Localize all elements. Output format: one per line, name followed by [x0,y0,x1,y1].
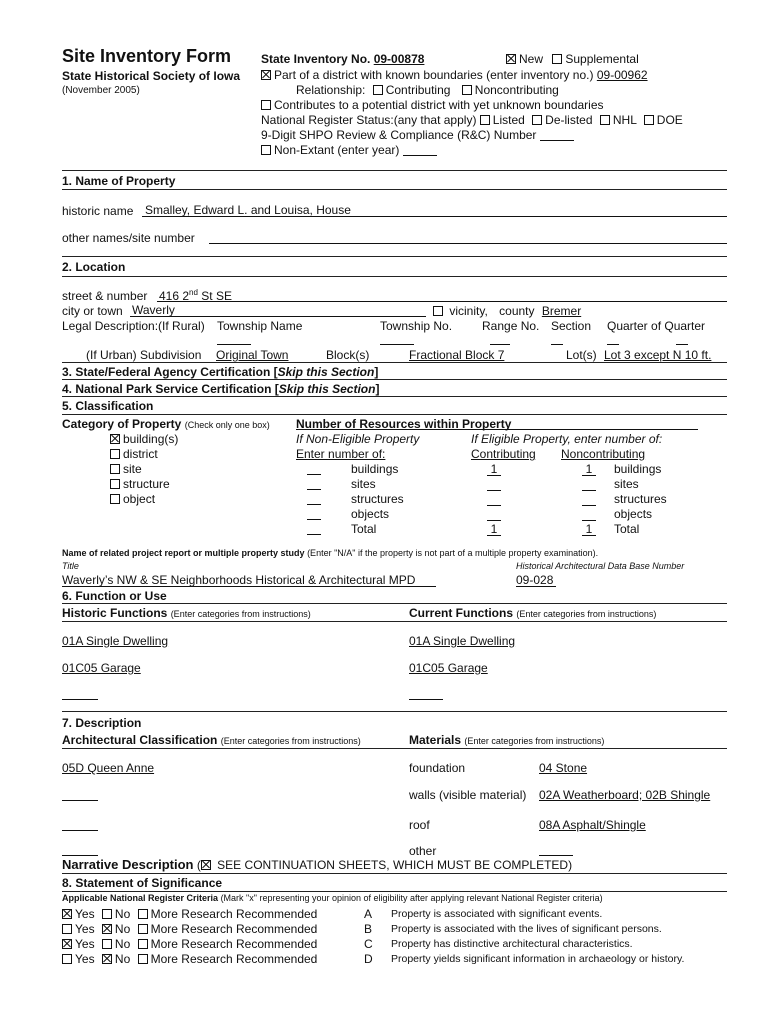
narrative-row [62,857,572,872]
section-6-heading: 6. Function or Use [62,589,167,603]
roof-label: roof [409,818,430,832]
category-option[interactable] [110,432,178,446]
yes-label: Yes [75,937,95,951]
shpo-field[interactable] [540,129,574,141]
nhl-checkbox[interactable] [600,115,610,125]
delisted-label: De-listed [545,113,593,127]
listed-label: Listed [492,113,525,127]
historic-functions-note: (Enter categories from instructions) [170,609,311,619]
non-eligible-count-field[interactable] [307,534,321,535]
arch-classification-header [62,733,361,747]
relationship-label: Relationship: [296,83,366,97]
building-checkbox[interactable] [110,434,120,444]
township-no-field[interactable] [380,344,414,345]
category-option[interactable] [110,477,170,491]
section-8-heading: 8. Statement of Significance [62,876,223,890]
related-study-line [62,586,436,587]
historic-name-line [142,216,727,217]
supplemental-checkbox[interactable] [552,54,562,64]
contributing-col-label: Contributing [471,447,536,461]
noncontributing-count[interactable]: 1 [582,462,596,476]
street-label: street & number [62,289,148,303]
township-no-label: Township No. [380,319,453,333]
category-note: (Check only one box) [184,420,270,430]
more-research-checkbox[interactable] [138,909,148,919]
arch-classification-field[interactable] [62,855,98,856]
street-line [157,301,727,302]
county-value[interactable]: Bremer [541,304,582,318]
divider [62,873,727,874]
nr-status-label: National Register Status:(any that apply) [261,113,477,127]
more-research-label: More Research Recommended [150,922,318,936]
non-eligible-count-field[interactable] [307,504,321,505]
shpo-label: 9-Digit SHPO Review & Compliance (R&C) Number [261,128,537,142]
section-1-heading: 1. Name of Property [62,174,176,188]
section-4-skip: Skip this Section [278,382,376,396]
more-research-label: More Research Recommended [150,907,318,921]
section-4-bracket: ] [375,382,380,396]
category-option[interactable] [110,462,142,476]
yes-checkbox[interactable] [62,939,72,949]
no-label: No [114,937,131,951]
no-checkbox[interactable] [102,924,112,934]
contributing-count[interactable] [487,507,501,521]
noncontributing-count[interactable] [582,477,596,491]
resource-type-label: objects [614,507,653,521]
township-name-label: Township Name [217,319,303,333]
yes-label: Yes [75,922,95,936]
no-label: No [114,907,131,921]
district-row [261,68,648,82]
city-label: city or town [62,304,123,318]
blocks-value[interactable]: Fractional Block 7 [409,348,505,362]
criteria-header [62,893,603,903]
section-4-title: 4. National Park Service Certification [ [62,382,279,396]
historic-function-field[interactable] [62,699,98,700]
range-no-label: Range No. [482,319,540,333]
divider [62,603,727,604]
district-no-value[interactable]: 09-00962 [596,68,648,82]
section-3-heading [62,365,378,379]
criteria-note: (Mark "x" representing your opinion of eligibility after applying relevant National Register criteria) [220,893,603,903]
enter-number-label: Enter number of: [296,447,386,461]
related-study-note: (Enter "N/A" if the property is not part of a multiple property examination). [307,548,599,558]
resource-type-label: structures [614,492,667,506]
historic-name-value[interactable]: Smalley, Edward L. and Louisa, House [145,203,351,217]
non-eligible-label: If Non-Eligible Property [296,432,420,446]
category-option-label: object [123,492,156,506]
criteria-text: Property is associated with the lives of significant persons. [391,923,662,935]
contributing-checkbox[interactable] [373,85,383,95]
doe-label: DOE [656,113,683,127]
other-material-label: other [409,844,437,858]
database-number-line [516,586,556,587]
historic-name-label: historic name [62,204,134,218]
section-label: Section [551,319,592,333]
site-checkbox[interactable] [110,464,120,474]
divider [62,396,727,397]
current-functions-header [409,606,656,620]
section-field[interactable] [551,344,563,345]
potential-district-label: Contributes to a potential district with yet unknown boundaries [274,98,604,112]
noncontributing-checkbox[interactable] [462,85,472,95]
materials-label: Materials [409,733,462,747]
street-suffix: nd [189,288,198,297]
doe-checkbox[interactable] [644,115,654,125]
non-eligible-count-field[interactable] [307,474,321,475]
resource-type-label: sites [614,477,639,491]
divider [62,379,727,380]
category-option[interactable] [110,447,158,461]
quarter-label: Quarter of Quarter [607,319,706,333]
noncontributing-count[interactable] [582,507,596,521]
other-names-label: other names/site number [62,231,195,245]
resource-type-label: buildings [351,462,399,476]
criteria-text: Property has distinctive architectural characteristics. [391,938,633,950]
criteria-row [62,907,317,921]
arch-classification-note: (Enter categories from instructions) [220,736,361,746]
street-number-text: 416 2 [159,289,190,303]
resource-type-label: structures [351,492,404,506]
foundation-label: foundation [409,761,466,775]
related-study-header [62,548,598,558]
nonextant-row [261,143,437,157]
more-research-label: More Research Recommended [150,952,318,966]
yes-checkbox[interactable] [62,924,72,934]
more-research-checkbox[interactable] [138,924,148,934]
yes-checkbox[interactable] [62,909,72,919]
shpo-row [261,128,574,142]
legal-description-label: Legal Description:(If Rural) [62,319,205,333]
resource-type-label: buildings [614,462,662,476]
non-eligible-count-field[interactable] [307,489,321,490]
no-checkbox[interactable] [102,954,112,964]
contributing-label: Contributing [385,83,451,97]
historic-function-value[interactable]: 01A Single Dwelling [62,634,169,648]
vicinity-row [433,304,581,318]
walls-label: walls (visible material) [409,788,527,802]
other-names-field[interactable] [209,243,727,244]
category-option-label: site [123,462,142,476]
inventory-no-value[interactable]: 09-00878 [373,52,425,66]
lots-label: Lot(s) [566,348,597,362]
other-material-field[interactable] [539,855,573,856]
subdivision-value[interactable]: Original Town [216,348,289,362]
foundation-value[interactable]: 04 Stone [539,761,588,775]
form-title: Site Inventory Form [62,46,232,66]
criteria-row [62,937,317,951]
criteria-letter: A [364,907,373,921]
nonextant-year-field[interactable] [403,144,437,156]
no-checkbox[interactable] [102,909,112,919]
roof-value[interactable]: 08A Asphalt/Shingle [539,818,646,832]
more-research-label: More Research Recommended [150,937,318,951]
category-label: Category of Property [62,417,182,431]
noncontributing-label: Noncontributing [474,83,559,97]
contributing-count[interactable]: 1 [487,462,501,476]
arch-classification-value[interactable]: 05D Queen Anne [62,761,155,775]
lots-value[interactable]: Lot 3 except N 10 ft. [604,348,712,362]
database-number-value[interactable]: 09-028 [516,573,554,587]
arch-classification-label: Architectural Classification [62,733,218,747]
contributing-count[interactable]: 1 [487,522,501,536]
narrative-paren: ( [196,858,201,872]
structure-checkbox[interactable] [110,479,120,489]
criteria-row [62,952,317,966]
resources-heading: Number of Resources within Property [296,417,512,431]
non-eligible-count-field[interactable] [307,519,321,520]
resource-type-label: Total [351,522,377,536]
new-checkbox-row [506,52,639,66]
blocks-label: Block(s) [326,348,370,362]
nhl-label: NHL [612,113,637,127]
resource-type-label: sites [351,477,376,491]
vicinity-label: vicinity, [449,304,488,318]
section-3-title: 3. State/Federal Agency Certification [ [62,365,278,379]
criteria-letter: C [364,937,373,951]
agency-name: State Historical Society of Iowa [62,69,241,83]
divider [62,711,727,712]
district-checkbox[interactable] [261,70,271,80]
contributing-count[interactable] [487,492,501,506]
nonextant-label: Non-Extant (enter year) [274,143,400,157]
continuation-checkbox[interactable] [201,860,211,870]
title-label: Title [62,561,79,571]
category-option-label: building(s) [123,432,179,446]
yes-checkbox[interactable] [62,954,72,964]
noncontributing-count[interactable]: 1 [582,522,596,536]
noncontributing-count[interactable] [582,492,596,506]
nr-status-row [261,113,683,127]
historic-functions-header [62,606,311,620]
inventory-no-field [261,52,424,66]
category-header [62,417,270,431]
resources-heading-line [296,429,698,430]
criteria-letter: B [364,922,373,936]
divider [62,276,727,277]
urban-label: (If Urban) Subdivision [86,348,202,362]
divider [62,891,727,892]
district-checkbox[interactable] [110,449,120,459]
narrative-label: Narrative Description [62,857,194,872]
section-3-skip: Skip this Section [277,365,375,379]
township-name-field[interactable] [217,344,251,345]
quarter-field[interactable] [607,344,619,345]
historic-functions-label: Historic Functions [62,606,168,620]
section-2-heading: 2. Location [62,260,126,274]
supplemental-label: Supplemental [565,52,639,66]
current-functions-label: Current Functions [409,606,513,620]
current-function-value[interactable]: 01A Single Dwelling [409,634,516,648]
section-7-heading: 7. Description [62,716,142,730]
potential-district-checkbox[interactable] [261,100,271,110]
section-4-heading [62,382,379,396]
criteria-text: Property is associated with significant events. [391,908,603,920]
object-checkbox[interactable] [110,494,120,504]
criteria-text: Property yields significant information in archaeology or history. [391,953,685,965]
yes-label: Yes [75,952,95,966]
arch-classification-field[interactable] [62,800,98,801]
related-study-label: Name of related project report or multiple property study [62,548,305,558]
street-name-text: St SE [197,289,232,303]
materials-header [409,733,604,747]
divider [62,189,727,190]
database-number-label: Historical Architectural Data Base Number [516,561,685,571]
section-3-bracket: ] [374,365,379,379]
current-functions-note: (Enter categories from instructions) [516,609,657,619]
category-option[interactable] [110,492,155,506]
divider [62,414,727,415]
contributing-count[interactable] [487,477,501,491]
criteria-label: Applicable National Register Criteria [62,893,219,903]
city-line [130,316,426,317]
quarter-of-quarter-field[interactable] [676,344,688,345]
divider [62,362,727,363]
noncontributing-col-label: Noncontributing [561,447,646,461]
current-function-value[interactable]: 01C05 Garage [409,661,488,675]
more-research-checkbox[interactable] [138,939,148,949]
relationship-row [296,83,559,97]
county-label: county [499,304,535,318]
arch-classification-field[interactable] [62,830,98,831]
walls-value[interactable]: 02A Weatherboard; 02B Shingle [539,788,711,802]
nonextant-checkbox[interactable] [261,145,271,155]
more-research-checkbox[interactable] [138,954,148,964]
yes-label: Yes [75,907,95,921]
no-checkbox[interactable] [102,939,112,949]
listed-checkbox[interactable] [480,115,490,125]
section-5-heading: 5. Classification [62,399,154,413]
delisted-checkbox[interactable] [532,115,542,125]
no-label: No [114,922,131,936]
range-no-field[interactable] [490,344,510,345]
divider [62,256,727,257]
no-label: No [114,952,131,966]
inventory-label: State Inventory No. [261,52,371,66]
divider [62,170,727,171]
vicinity-checkbox[interactable] [433,306,443,316]
materials-note: (Enter categories from instructions) [464,736,605,746]
resource-type-label: Total [614,522,640,536]
district-label: Part of a district with known boundaries (enter inventory no.) [274,68,594,82]
related-study-title[interactable]: Waverly’s NW & SE Neighborhoods Historical & Architectural MPD [62,573,416,587]
new-label: New [519,52,544,66]
potential-district-row [261,98,604,112]
resource-type-label: objects [351,507,390,521]
new-checkbox[interactable] [506,54,516,64]
eligible-label: If Eligible Property, enter number of: [471,432,663,446]
city-value[interactable]: Waverly [132,303,175,317]
current-function-field[interactable] [409,699,443,700]
divider [62,748,727,749]
category-option-label: structure [123,477,170,491]
criteria-row [62,922,317,936]
criteria-letter: D [364,952,373,966]
category-option-label: district [123,447,158,461]
divider [62,621,727,622]
narrative-note: SEE CONTINUATION SHEETS, WHICH MUST BE COMPLETED) [213,858,573,872]
form-date: (November 2005) [62,85,140,96]
historic-function-value[interactable]: 01C05 Garage [62,661,141,675]
